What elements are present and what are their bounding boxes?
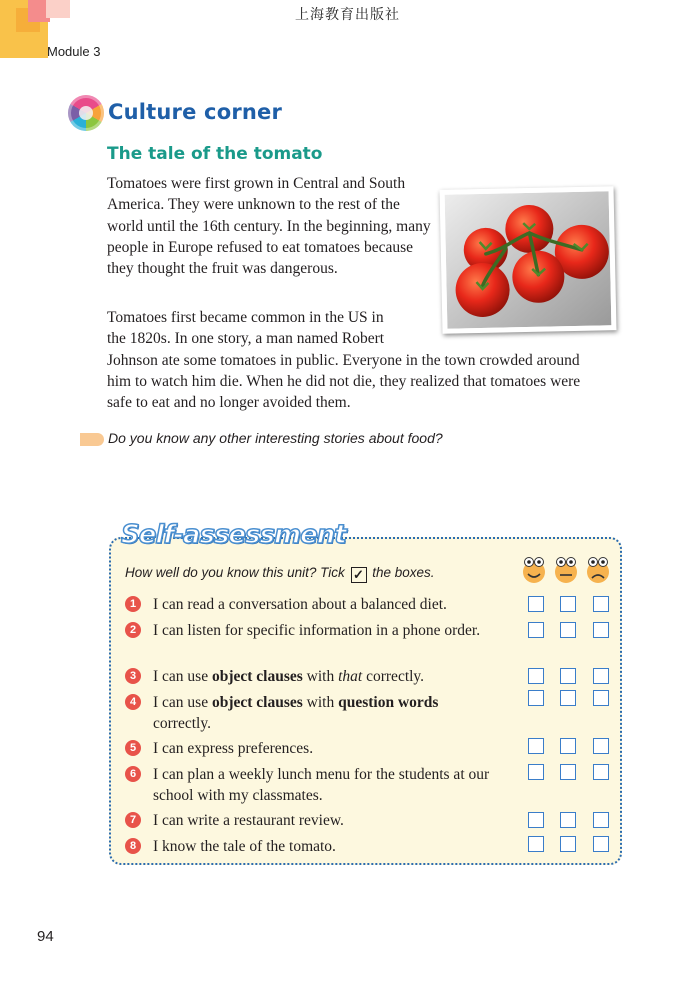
article-title: The tale of the tomato	[107, 144, 323, 164]
assessment-checkbox[interactable]	[593, 690, 609, 706]
self-assessment-instruction	[125, 565, 435, 583]
item-number: 2	[125, 622, 141, 638]
assessment-checkbox[interactable]	[528, 764, 544, 780]
item-text: I can plan a weekly lunch menu for the students at our school with my classmates.	[153, 766, 490, 804]
assessment-checkbox[interactable]	[560, 764, 576, 780]
assessment-checkbox[interactable]	[593, 622, 609, 638]
item-number: 4	[125, 694, 141, 710]
item-text: I know the tale of the tomato.	[153, 838, 336, 855]
assessment-checkbox[interactable]	[593, 836, 609, 852]
assessment-checkbox[interactable]	[593, 596, 609, 612]
happy-face-icon	[521, 556, 547, 584]
assessment-checkbox[interactable]	[593, 812, 609, 828]
tomato-image	[445, 191, 612, 328]
item-text: I can use object clauses with that correctly.	[153, 668, 425, 685]
assessment-checkbox[interactable]	[560, 596, 576, 612]
assessment-checkbox[interactable]	[560, 836, 576, 852]
item-text: I can listen for specific information in a phone order.	[153, 622, 481, 639]
page-number: 94	[37, 928, 54, 945]
item-number: 5	[125, 740, 141, 756]
question-marker	[80, 433, 104, 446]
paragraph-2-line-2: the 1820s. In one story, a man named Robert	[107, 330, 385, 348]
tomato-photo	[440, 186, 617, 334]
publisher-name: 上海教育出版社	[295, 7, 400, 23]
assessment-checkbox[interactable]	[560, 690, 576, 706]
assessment-checkbox[interactable]	[560, 668, 576, 684]
self-assessment-title: Self-assessment	[121, 520, 346, 550]
assessment-checkbox[interactable]	[528, 690, 544, 706]
paragraph-2-line-1: Tomatoes first became common in the US in	[107, 309, 384, 326]
assessment-checkbox[interactable]	[528, 622, 544, 638]
instruction-text: How well do you know this unit? Tick	[125, 565, 345, 580]
module-label: Module 3	[47, 44, 101, 59]
item-text: I can write a restaurant review.	[153, 812, 344, 829]
item-text: I can read a conversation about a balanced diet.	[153, 596, 447, 613]
sad-face-icon	[585, 556, 611, 584]
assessment-checkbox[interactable]	[528, 836, 544, 852]
assessment-checkbox[interactable]	[528, 668, 544, 684]
assessment-checkbox[interactable]	[560, 622, 576, 638]
assessment-checkbox[interactable]	[560, 812, 576, 828]
assessment-checkbox[interactable]	[528, 738, 544, 754]
assessment-checkbox[interactable]	[528, 596, 544, 612]
section-heading: Culture corner	[108, 100, 283, 124]
tick-icon: ✓	[351, 567, 367, 583]
discussion-question: Do you know any other interesting stories about food?	[108, 430, 443, 446]
instruction-text-end: the boxes.	[372, 565, 435, 580]
item-number: 6	[125, 766, 141, 782]
neutral-face-icon	[553, 556, 579, 584]
item-text: I can express preferences.	[153, 740, 314, 757]
item-number: 3	[125, 668, 141, 684]
assessment-checkbox[interactable]	[528, 812, 544, 828]
item-number: 8	[125, 838, 141, 854]
globe-icon	[68, 95, 104, 131]
item-number: 1	[125, 596, 141, 612]
assessment-checkbox[interactable]	[593, 738, 609, 754]
paragraph-2-rest: Johnson ate some tomatoes in public. Everyone in the town crowded around him to watch him die. When he did not die, they realized that tomatoes were safe to eat and no longer avoided them.	[107, 351, 581, 412]
assessment-checkbox[interactable]	[593, 764, 609, 780]
assessment-checkbox[interactable]	[593, 668, 609, 684]
item-text: I can use object clauses with question words correctly.	[153, 694, 439, 732]
paragraph-1: Tomatoes were first grown in Central and South America. They were unknown to the rest of the world until the 16th century. In the beginning, many people in Europe refused to eat tomatoes because they thought the fruit was dangerous.	[107, 175, 431, 278]
item-number: 7	[125, 812, 141, 828]
assessment-checkbox[interactable]	[560, 738, 576, 754]
